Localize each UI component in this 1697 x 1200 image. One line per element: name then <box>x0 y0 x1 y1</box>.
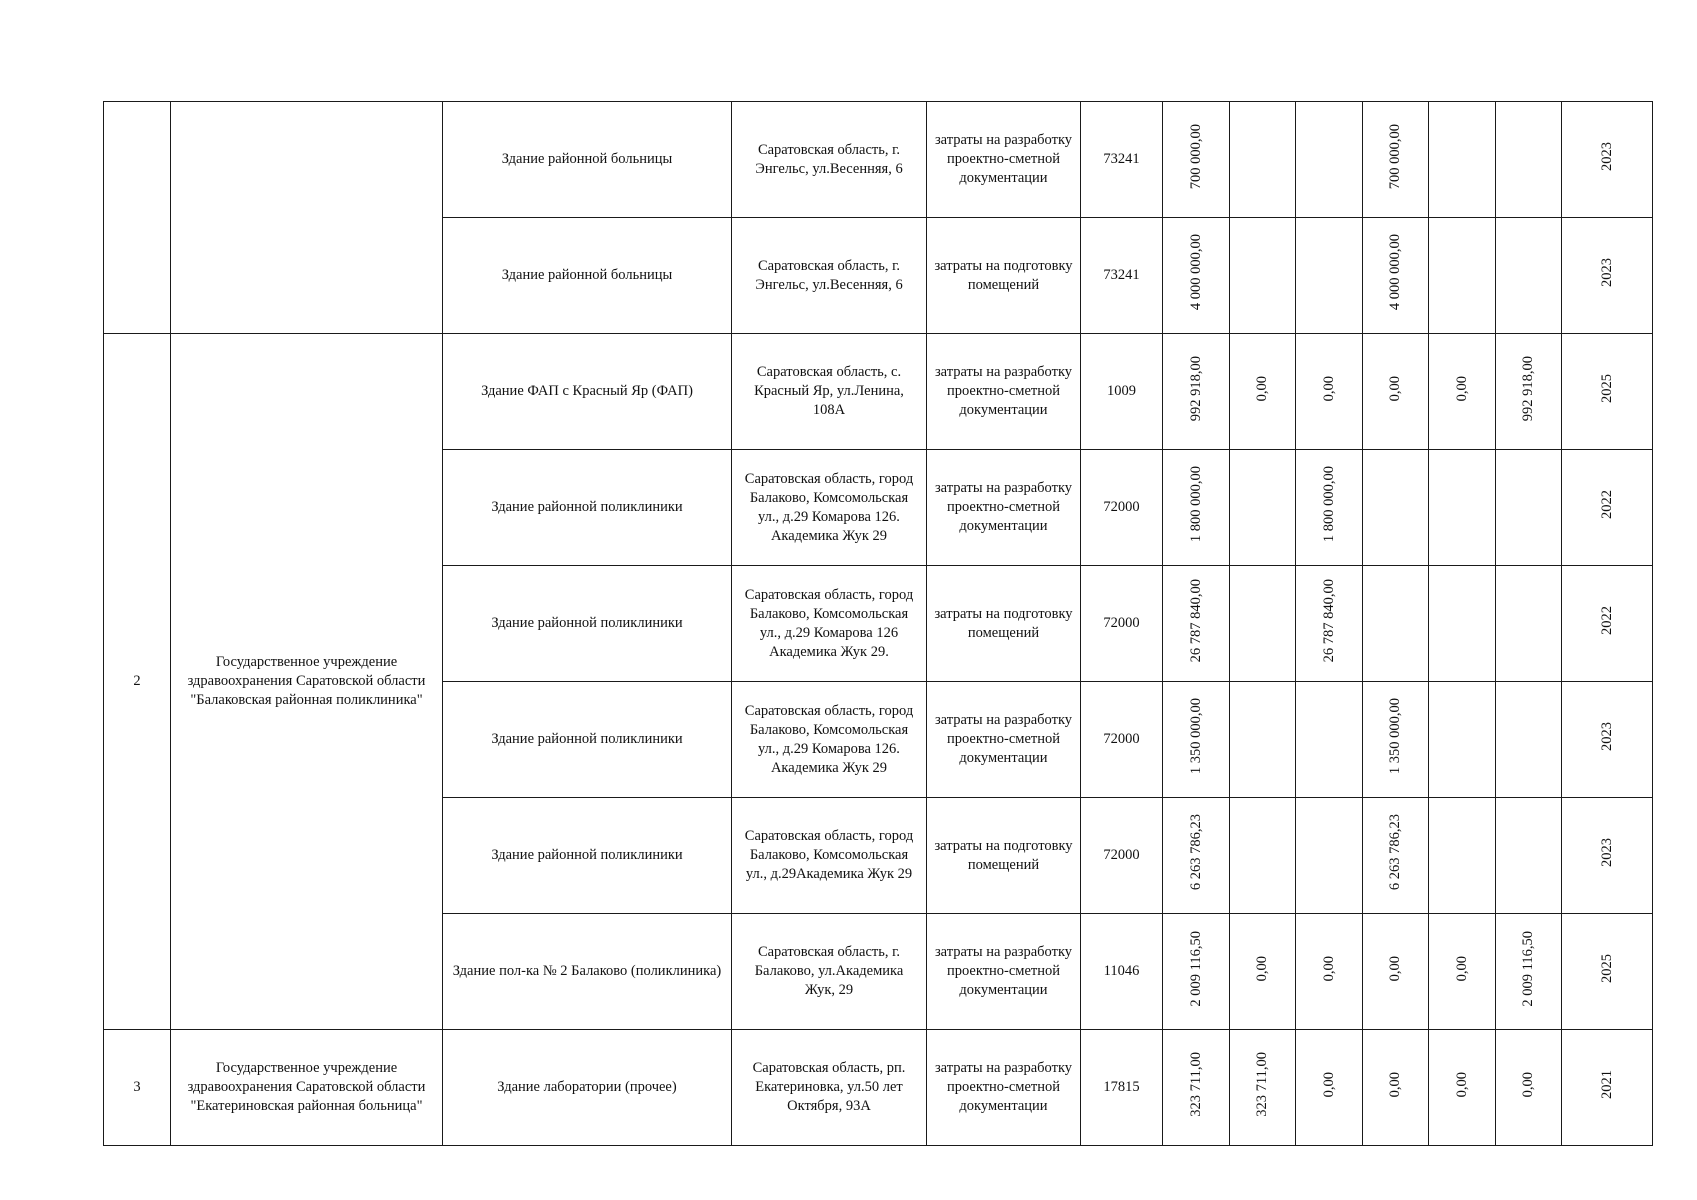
amount-col-2-cell <box>1296 102 1363 218</box>
expense-purpose: затраты на подготовку помещений <box>927 798 1081 914</box>
amount-col-2: 26 787 840,00 <box>1320 578 1337 663</box>
funding-table <box>103 101 1653 1146</box>
amount-col-2: 1 800 000,00 <box>1320 466 1337 543</box>
amount-col-5-cell <box>1496 102 1562 218</box>
amount-col-1-cell <box>1230 682 1296 798</box>
expense-purpose: затраты на разработку проектно-сметной документации <box>927 450 1081 566</box>
amount-col-3-cell <box>1363 334 1429 450</box>
object-code: 11046 <box>1081 914 1163 1030</box>
amount-col-1-cell <box>1230 218 1296 334</box>
year-value-cell <box>1562 334 1653 450</box>
amount-total: 992 918,00 <box>1187 355 1204 422</box>
amount-col-1: 323 711,00 <box>1254 1052 1270 1117</box>
object-address: Саратовская область, г. Энгельс, ул.Весенняя, 6 <box>732 218 927 334</box>
amount-col-4-cell <box>1429 102 1496 218</box>
year-value-cell <box>1562 798 1653 914</box>
amount-col-5-cell <box>1496 1030 1562 1146</box>
organization-name: Государственное учреждение здравоохранения Саратовской области "Балаковская районная поликлиника" <box>171 334 443 1030</box>
amount-col-4: 0,00 <box>1453 955 1470 982</box>
amount-col-2-cell <box>1296 450 1363 566</box>
amount-col-2: 0,00 <box>1320 955 1337 982</box>
amount-col-1: 0,00 <box>1254 955 1270 982</box>
amount-total: 1 350 000,00 <box>1187 698 1204 775</box>
year-value-cell <box>1562 218 1653 334</box>
amount-total-cell <box>1163 1030 1230 1146</box>
expense-purpose: затраты на разработку проектно-сметной документации <box>927 914 1081 1030</box>
object-address: Саратовская область, рп. Екатериновка, ул.50 лет Октября, 93А <box>732 1030 927 1146</box>
amount-total-cell <box>1163 334 1230 450</box>
year-value: 2023 <box>1598 838 1615 867</box>
amount-total-cell <box>1163 798 1230 914</box>
amount-total: 2 009 116,50 <box>1187 930 1204 1007</box>
expense-purpose: затраты на разработку проектно-сметной документации <box>927 1030 1081 1146</box>
object-code: 72000 <box>1081 566 1163 682</box>
table-row <box>104 1030 1653 1146</box>
year-value: 2023 <box>1598 722 1615 751</box>
object-code: 72000 <box>1081 682 1163 798</box>
amount-col-1-cell <box>1230 914 1296 1030</box>
year-value: 2025 <box>1598 954 1615 983</box>
object-name: Здание районной поликлиники <box>443 566 732 682</box>
object-name: Здание лаборатории (прочее) <box>443 1030 732 1146</box>
amount-col-5: 0,00 <box>1520 1071 1536 1098</box>
organization-name <box>171 102 443 334</box>
year-value: 2021 <box>1598 1070 1615 1099</box>
object-name: Здание районной поликлиники <box>443 798 732 914</box>
amount-col-5-cell <box>1496 334 1562 450</box>
amount-col-3: 4 000 000,00 <box>1387 234 1403 311</box>
amount-col-4-cell <box>1429 334 1496 450</box>
expense-purpose: затраты на подготовку помещений <box>927 566 1081 682</box>
amount-col-2-cell <box>1296 798 1363 914</box>
object-code: 72000 <box>1081 798 1163 914</box>
amount-total: 6 263 786,23 <box>1187 814 1204 891</box>
amount-col-5-cell <box>1496 218 1562 334</box>
amount-total-cell <box>1163 566 1230 682</box>
amount-col-5-cell <box>1496 566 1562 682</box>
year-value-cell <box>1562 102 1653 218</box>
object-address: Саратовская область, город Балаково, Комсомольская ул., д.29 Комарова 126 Академика Жук 29. <box>732 566 927 682</box>
amount-col-3-cell <box>1363 1030 1429 1146</box>
amount-col-5-cell <box>1496 798 1562 914</box>
object-code: 72000 <box>1081 450 1163 566</box>
amount-total-cell <box>1163 914 1230 1030</box>
amount-col-5-cell <box>1496 914 1562 1030</box>
object-name: Здание пол-ка № 2 Балаково (поликлиника) <box>443 914 732 1030</box>
amount-total: 4 000 000,00 <box>1187 234 1204 311</box>
organization-name: Государственное учреждение здравоохранения Саратовской области "Екатериновская районная больница" <box>171 1030 443 1146</box>
amount-col-1-cell <box>1230 450 1296 566</box>
amount-col-2-cell <box>1296 1030 1363 1146</box>
amount-total-cell <box>1163 682 1230 798</box>
year-value-cell <box>1562 450 1653 566</box>
amount-col-3-cell <box>1363 682 1429 798</box>
amount-col-4: 0,00 <box>1453 375 1470 402</box>
amount-col-2-cell <box>1296 334 1363 450</box>
amount-col-1: 0,00 <box>1254 375 1270 402</box>
object-name: Здание ФАП с Красный Яр (ФАП) <box>443 334 732 450</box>
table-row <box>104 102 1653 218</box>
amount-col-1-cell <box>1230 798 1296 914</box>
amount-col-2-cell <box>1296 682 1363 798</box>
amount-col-5-cell <box>1496 682 1562 798</box>
row-number: 2 <box>104 334 171 1030</box>
amount-col-3-cell <box>1363 450 1429 566</box>
amount-total: 700 000,00 <box>1187 123 1204 190</box>
year-value: 2025 <box>1598 374 1615 403</box>
object-name: Здание районной поликлиники <box>443 450 732 566</box>
amount-col-4-cell <box>1429 798 1496 914</box>
object-address: Саратовская область, г. Энгельс, ул.Весенняя, 6 <box>732 102 927 218</box>
amount-col-4-cell <box>1429 914 1496 1030</box>
expense-purpose: затраты на разработку проектно-сметной документации <box>927 102 1081 218</box>
amount-col-3-cell <box>1363 566 1429 682</box>
object-address: Саратовская область, г. Балаково, ул.Академика Жук, 29 <box>732 914 927 1030</box>
amount-col-3: 1 350 000,00 <box>1387 698 1403 775</box>
amount-total: 323 711,00 <box>1187 1052 1204 1117</box>
amount-total-cell <box>1163 102 1230 218</box>
object-address: Саратовская область, город Балаково, Комсомольская ул., д.29 Комарова 126. Академика Жук 29 <box>732 450 927 566</box>
object-address: Саратовская область, город Балаково, Комсомольская ул., д.29Академика Жук 29 <box>732 798 927 914</box>
object-code: 73241 <box>1081 102 1163 218</box>
amount-col-4-cell <box>1429 450 1496 566</box>
year-value: 2023 <box>1598 142 1615 171</box>
amount-col-3: 6 263 786,23 <box>1387 814 1403 891</box>
amount-col-5-cell <box>1496 450 1562 566</box>
table-row <box>104 334 1653 450</box>
object-name: Здание районной поликлиники <box>443 682 732 798</box>
year-value-cell <box>1562 566 1653 682</box>
year-value: 2022 <box>1598 490 1615 519</box>
amount-total-cell <box>1163 450 1230 566</box>
amount-col-4-cell <box>1429 682 1496 798</box>
object-code: 17815 <box>1081 1030 1163 1146</box>
object-code: 73241 <box>1081 218 1163 334</box>
amount-col-3-cell <box>1363 798 1429 914</box>
amount-col-4: 0,00 <box>1453 1071 1470 1098</box>
expense-purpose: затраты на разработку проектно-сметной документации <box>927 334 1081 450</box>
expense-purpose: затраты на разработку проектно-сметной документации <box>927 682 1081 798</box>
amount-col-1-cell <box>1230 102 1296 218</box>
amount-col-2: 0,00 <box>1320 375 1337 402</box>
amount-col-5: 2 009 116,50 <box>1520 930 1536 1007</box>
amount-col-3: 0,00 <box>1387 955 1403 982</box>
amount-col-2-cell <box>1296 566 1363 682</box>
object-address: Саратовская область, город Балаково, Комсомольская ул., д.29 Комарова 126. Академика Жук 29 <box>732 682 927 798</box>
row-number: 3 <box>104 1030 171 1146</box>
amount-col-5: 992 918,00 <box>1520 355 1536 422</box>
amount-total: 26 787 840,00 <box>1187 578 1204 663</box>
amount-col-3: 700 000,00 <box>1387 123 1403 190</box>
amount-col-2-cell <box>1296 914 1363 1030</box>
expense-purpose: затраты на подготовку помещений <box>927 218 1081 334</box>
year-value-cell <box>1562 1030 1653 1146</box>
amount-col-3: 0,00 <box>1387 375 1403 402</box>
object-name: Здание районной больницы <box>443 218 732 334</box>
row-number <box>104 102 171 334</box>
amount-col-2-cell <box>1296 218 1363 334</box>
amount-col-4-cell <box>1429 566 1496 682</box>
amount-col-3-cell <box>1363 102 1429 218</box>
year-value-cell <box>1562 682 1653 798</box>
amount-col-3-cell <box>1363 914 1429 1030</box>
object-address: Саратовская область, с. Красный Яр, ул.Ленина, 108А <box>732 334 927 450</box>
amount-col-1-cell <box>1230 1030 1296 1146</box>
amount-col-4-cell <box>1429 1030 1496 1146</box>
year-value: 2023 <box>1598 258 1615 287</box>
amount-col-4-cell <box>1429 218 1496 334</box>
object-code: 1009 <box>1081 334 1163 450</box>
amount-col-1-cell <box>1230 334 1296 450</box>
amount-col-3: 0,00 <box>1387 1071 1403 1098</box>
year-value-cell <box>1562 914 1653 1030</box>
object-name: Здание районной больницы <box>443 102 732 218</box>
year-value: 2022 <box>1598 606 1615 635</box>
table-body <box>104 102 1653 1146</box>
amount-col-3-cell <box>1363 218 1429 334</box>
amount-total: 1 800 000,00 <box>1187 466 1204 543</box>
amount-col-1-cell <box>1230 566 1296 682</box>
amount-col-2: 0,00 <box>1320 1071 1337 1098</box>
amount-total-cell <box>1163 218 1230 334</box>
